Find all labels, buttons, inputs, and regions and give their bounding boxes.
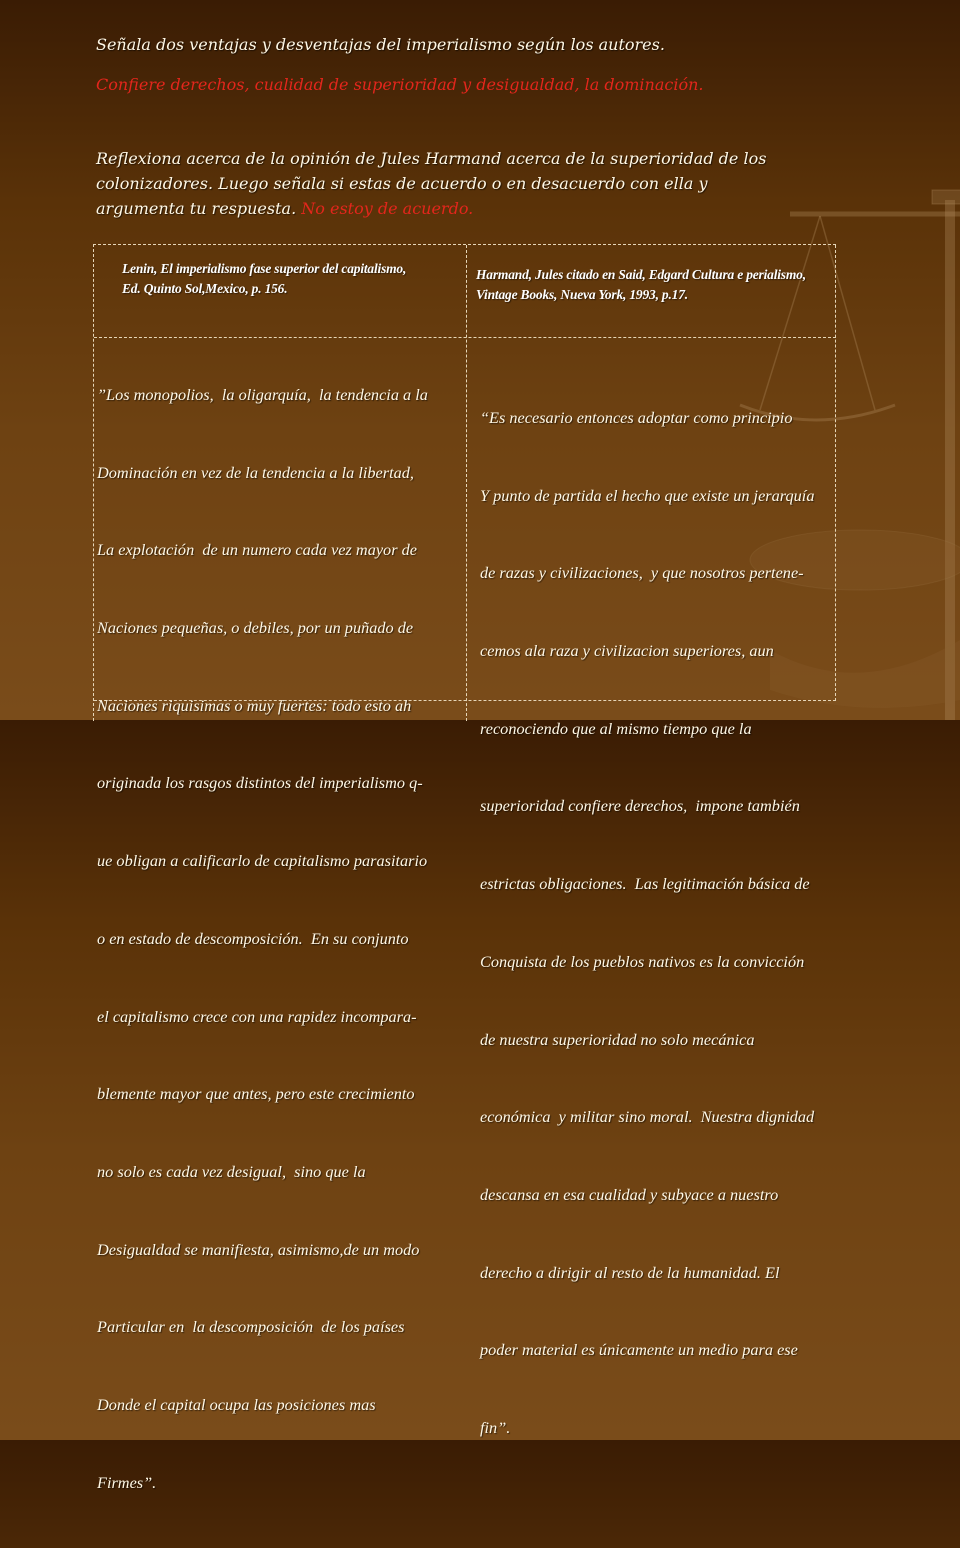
- quote-line: o en estado de descomposición. En su conjunto: [97, 928, 409, 948]
- quote-line: ”Los monopolios, la oligarquía, la tendencia a la: [97, 384, 428, 404]
- quote-line: reconociendo que al mismo tiempo que la: [480, 718, 752, 738]
- quote-line: fin”.: [480, 1418, 511, 1438]
- right-border: [835, 245, 836, 701]
- quote-lenin: [97, 330, 428, 1548]
- quote-line: Particular en la descomposición de los países: [97, 1317, 405, 1337]
- quote-line: superioridad confiere derechos, impone también: [480, 796, 800, 816]
- quote-line: no solo es cada vez desigual, sino que la: [97, 1162, 366, 1181]
- quote-line: Dominación en vez de la tendencia a la libertad,: [97, 462, 414, 482]
- column-divider: [466, 245, 467, 721]
- quote-line: blemente mayor que antes, pero este crecimiento: [97, 1084, 415, 1104]
- citation-lenin: Lenin, El imperialismo fase superior del capitalismo, Ed. Quinto Sol,Mexico, p. 156.: [122, 261, 407, 296]
- quote-line: ue obligan a calificarlo de capitalismo parasitario: [97, 851, 428, 871]
- question-1: Señala dos ventajas y desventajas del imperialismo según los autores.: [96, 35, 665, 54]
- quote-line: descansa en esa cualidad y subyace a nuestro: [480, 1185, 779, 1204]
- quote-line: el capitalismo crece con una rapidez incompara-: [97, 1006, 417, 1026]
- quote-harmand: [480, 353, 814, 1493]
- quote-line: económica y militar sino moral. Nuestra dignidad: [480, 1107, 815, 1127]
- quote-line: poder material es únicamente un medio para ese: [480, 1340, 798, 1360]
- quote-line: Firmes”.: [97, 1472, 157, 1492]
- quote-line: Naciones pequeñas, o debiles, por un puñado de: [97, 617, 414, 637]
- quote-line: Donde el capital ocupa las posiciones mas: [97, 1395, 376, 1415]
- quote-line: Naciones riquisimas o muy fuertes: todo esto ah: [97, 695, 412, 715]
- quote-line: de nuestra superioridad no solo mecánica: [480, 1029, 755, 1049]
- quote-line: Conquista de los pueblos nativos es la convicción: [480, 951, 805, 971]
- quote-line: estrictas obligaciones. Las legitimación básica de: [480, 874, 810, 894]
- quote-line: cemos ala raza y civilizacion superiores, aun: [480, 640, 774, 660]
- quote-line: derecho a dirigir al resto de la humanidad. El: [480, 1262, 780, 1282]
- question-2-text: Reflexiona acerca de la opinión de Jules Harmand acerca de la superioridad de los colonizadores. Luego señala si estas de acuerdo o en desacuerdo con ella y argumenta tu respuesta.: [96, 149, 767, 218]
- quote-line: originada los rasgos distintos del imperialismo q-: [97, 773, 423, 793]
- quote-line: de razas y civilizaciones, y que nosotros pertene-: [480, 563, 804, 583]
- quotes-table: [93, 244, 836, 1492]
- answer-2: No estoy de acuerdo.: [301, 199, 474, 218]
- citation-harmand: Harmand, Jules citado en Said, Edgard Cultura e perialismo, Vintage Books, Nueva York, 1993, p.17.: [476, 267, 806, 302]
- quote-line: Y punto de partida el hecho que existe un jerarquía: [480, 485, 815, 505]
- answer-1: Confiere derechos, cualidad de superioridad y desigualdad, la dominación.: [96, 75, 704, 94]
- quote-line: La explotación de un numero cada vez mayor de: [97, 540, 417, 560]
- question-2: [96, 146, 776, 221]
- quote-line: Desigualdad se manifiesta, asimismo,de un modo: [97, 1239, 420, 1259]
- quote-line: “Es necesario entonces adoptar como principio: [480, 407, 793, 427]
